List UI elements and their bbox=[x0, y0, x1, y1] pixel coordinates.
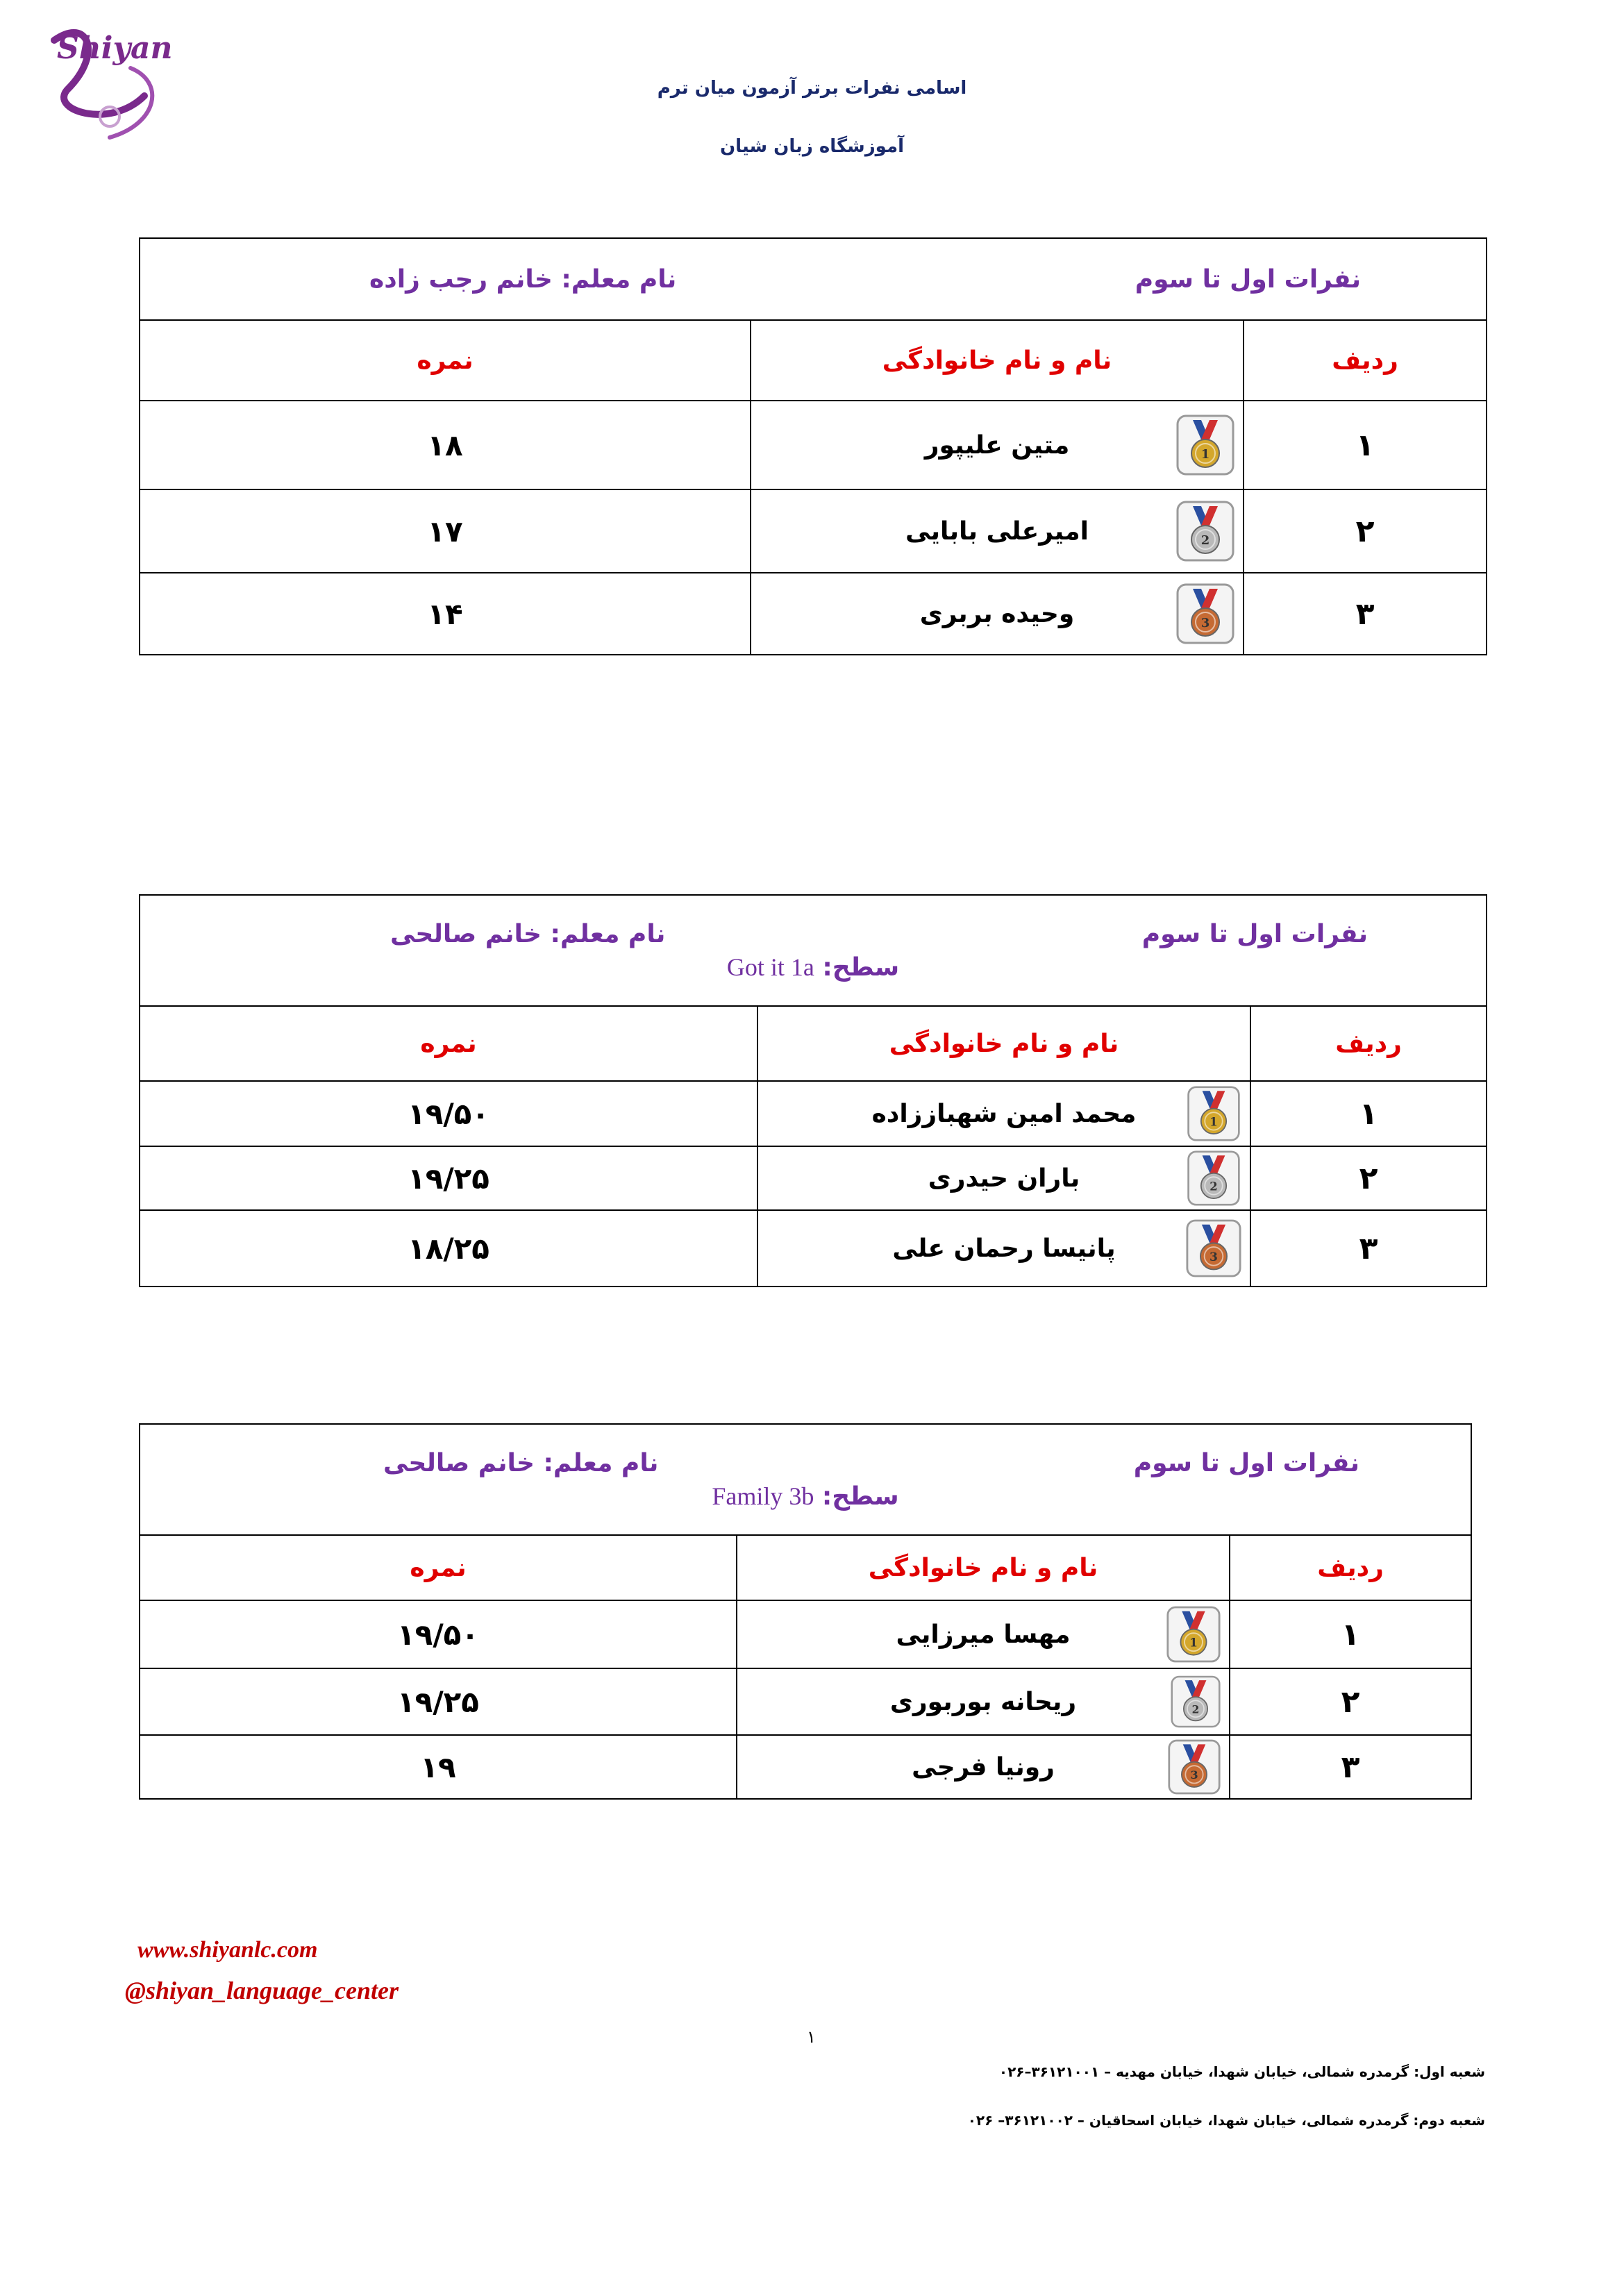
score-cell: ۱۹/۵۰ bbox=[140, 1081, 757, 1146]
instagram-handle[interactable]: @shiyan_language_center bbox=[125, 1977, 399, 2004]
student-name: متین علیپور bbox=[924, 430, 1070, 460]
student-name: رونیا فرجی bbox=[912, 1752, 1055, 1782]
name-cell bbox=[737, 1735, 1230, 1799]
column-header-score: نمره bbox=[140, 320, 751, 401]
table-header bbox=[140, 895, 1487, 1006]
teacher-name: نام معلم: خانم صالحی bbox=[383, 1448, 659, 1477]
svg-text:1: 1 bbox=[1209, 1115, 1218, 1129]
rank-cell: ۲ bbox=[1250, 1146, 1487, 1210]
gold-medal-icon bbox=[1176, 414, 1234, 476]
table-heading: نفرات اول تا سوم bbox=[1135, 265, 1362, 294]
name-cell bbox=[751, 489, 1244, 573]
level-label: سطح: bbox=[822, 953, 900, 982]
teacher-name: نام معلم: خانم صالحی bbox=[390, 919, 666, 948]
svg-text:1: 1 bbox=[1189, 1635, 1198, 1650]
score-cell: ۱۸/۲۵ bbox=[140, 1210, 757, 1287]
svg-text:3: 3 bbox=[1190, 1768, 1198, 1782]
silver-medal-icon bbox=[1171, 1675, 1221, 1729]
table-row bbox=[140, 489, 1487, 573]
table-row bbox=[140, 1668, 1471, 1735]
page-number: ۱ bbox=[807, 2027, 816, 2047]
column-header-rank: ردیف bbox=[1244, 320, 1487, 401]
page-title: اسامی نفرات برتر آزمون میان ترم bbox=[657, 78, 967, 99]
silver-medal-icon bbox=[1186, 1150, 1241, 1206]
bronze-medal-icon bbox=[1176, 583, 1234, 644]
table-heading: نفرات اول تا سوم bbox=[1133, 1448, 1359, 1477]
column-header-score: نمره bbox=[140, 1535, 737, 1600]
gold-medal-icon bbox=[1166, 1605, 1221, 1664]
teacher-name: نام معلم: خانم رجب زاده bbox=[369, 265, 677, 294]
svg-text:1: 1 bbox=[1200, 447, 1210, 462]
student-name: امیرعلی بابایی bbox=[905, 517, 1089, 546]
score-cell: ۱۹/۲۵ bbox=[140, 1146, 757, 1210]
rank-cell: ۳ bbox=[1244, 573, 1487, 655]
column-header-name: نام و نام خانوادگی bbox=[757, 1006, 1250, 1081]
results-table-3 bbox=[139, 1423, 1472, 1800]
table-row bbox=[140, 1600, 1471, 1668]
name-cell bbox=[751, 401, 1244, 489]
page-subtitle: آموزشگاه زبان شیان bbox=[719, 136, 904, 157]
gold-medal-icon bbox=[1186, 1086, 1241, 1141]
bronze-medal-icon bbox=[1186, 1218, 1241, 1278]
name-cell bbox=[737, 1668, 1230, 1735]
column-header-name: نام و نام خانوادگی bbox=[751, 320, 1244, 401]
table-heading: نفرات اول تا سوم bbox=[1141, 919, 1368, 948]
student-name: ریحانه بوربوری bbox=[889, 1687, 1077, 1716]
name-cell bbox=[751, 573, 1244, 655]
results-table-1 bbox=[139, 237, 1487, 655]
name-cell bbox=[757, 1081, 1250, 1146]
score-cell: ۱۹ bbox=[140, 1735, 737, 1799]
score-cell: ۱۷ bbox=[140, 489, 751, 573]
rank-cell: ۱ bbox=[1250, 1081, 1487, 1146]
score-cell: ۱۸ bbox=[140, 401, 751, 489]
student-name: وحیده بربری bbox=[919, 599, 1075, 628]
score-cell: ۱۴ bbox=[140, 573, 751, 655]
table-header bbox=[140, 1424, 1471, 1535]
branch-address-2: شعبه دوم: گرمدره شمالی، خیابان شهدا، خیابان اسحاقیان – ۳۶۱۲۱۰۰۲– ۰۲۶ bbox=[967, 2112, 1485, 2129]
table-row bbox=[140, 1146, 1487, 1210]
rank-cell: ۳ bbox=[1250, 1210, 1487, 1287]
level-value: Got it 1a bbox=[726, 953, 814, 981]
svg-text:2: 2 bbox=[1209, 1180, 1218, 1193]
student-name: مهسا میرزایی bbox=[896, 1620, 1071, 1649]
student-name: محمد امین شهباززاده bbox=[871, 1099, 1137, 1128]
table-row bbox=[140, 1210, 1487, 1287]
name-cell bbox=[757, 1210, 1250, 1287]
column-header-rank: ردیف bbox=[1250, 1006, 1487, 1081]
student-name: پانیسا رحمان علی bbox=[892, 1234, 1116, 1263]
table-row bbox=[140, 1081, 1487, 1146]
score-cell: ۱۹/۲۵ bbox=[140, 1668, 737, 1735]
rank-cell: ۲ bbox=[1230, 1668, 1471, 1735]
website-link[interactable]: www.shiyanlc.com bbox=[137, 1937, 318, 1963]
student-name: باران حیدری bbox=[928, 1164, 1080, 1193]
column-header-name: نام و نام خانوادگی bbox=[737, 1535, 1230, 1600]
column-header-score: نمره bbox=[140, 1006, 757, 1081]
rank-cell: ۱ bbox=[1244, 401, 1487, 489]
table-row bbox=[140, 573, 1487, 655]
table-row bbox=[140, 1735, 1471, 1799]
svg-text:3: 3 bbox=[1200, 616, 1210, 630]
level-line bbox=[140, 953, 1486, 982]
logo-text: Shiyan bbox=[57, 31, 173, 66]
svg-text:2: 2 bbox=[1200, 533, 1210, 548]
table-row bbox=[140, 401, 1487, 489]
silver-medal-icon bbox=[1176, 501, 1234, 562]
name-cell bbox=[757, 1146, 1250, 1210]
rank-cell: ۳ bbox=[1230, 1735, 1471, 1799]
svg-text:2: 2 bbox=[1191, 1703, 1200, 1716]
table-header bbox=[140, 238, 1487, 320]
bronze-medal-icon bbox=[1168, 1739, 1221, 1795]
column-header-rank: ردیف bbox=[1230, 1535, 1471, 1600]
score-cell: ۱۹/۵۰ bbox=[140, 1600, 737, 1668]
name-cell bbox=[737, 1600, 1230, 1668]
rank-cell: ۲ bbox=[1244, 489, 1487, 573]
results-table-2 bbox=[139, 894, 1487, 1287]
level-value: Family 3b bbox=[712, 1482, 814, 1510]
level-label: سطح: bbox=[821, 1482, 899, 1511]
svg-text:3: 3 bbox=[1209, 1250, 1218, 1265]
level-line bbox=[140, 1482, 1471, 1511]
branch-address-1: شعبه اول: گرمدره شمالی، خیابان شهدا، خیابان مهدیه – ۳۶۱۲۱۰۰۱–۰۲۶ bbox=[998, 2063, 1485, 2080]
rank-cell: ۱ bbox=[1230, 1600, 1471, 1668]
